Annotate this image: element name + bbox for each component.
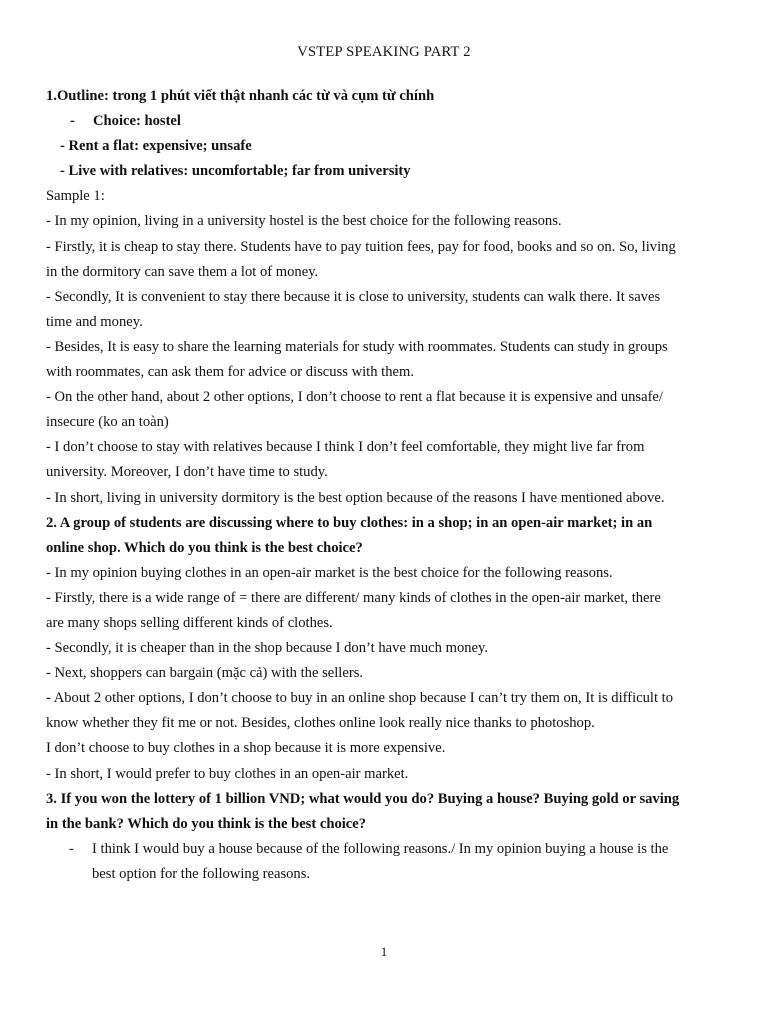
sample1-line: - In short, living in university dormitory is the best option because of the reasons I have mentioned above.: [46, 489, 665, 506]
sample1-line: in the dormitory can save them a lot of money.: [46, 263, 319, 280]
page-title: VSTEP SPEAKING PART 2: [297, 44, 471, 60]
sample1-line: - On the other hand, about 2 other options, I don’t choose to rent a flat because it is expensive and unsafe/: [46, 389, 663, 406]
page-number: 1: [380, 944, 388, 959]
sample-label: Sample 1:: [46, 188, 105, 205]
question-2-line: 2. A group of students are discussing where to buy clothes: in a shop; in an open-air market; in an: [46, 514, 653, 531]
question-2-line: online shop. Which do you think is the best choice?: [46, 539, 363, 556]
sample1-line: time and money.: [46, 313, 143, 330]
answer-3-line: best option for the following reasons.: [92, 865, 311, 882]
answer-2-line: - In short, I would prefer to buy clothes in an open-air market.: [46, 765, 409, 782]
answer-2-line: know whether they fit me or not. Besides, clothes online look really nice thanks to photoshop.: [46, 715, 595, 732]
outline-choice-text: Choice: hostel: [93, 113, 181, 130]
answer-2-line: - About 2 other options, I don’t choose to buy in an online shop because I can’t try them on, It is difficult to: [46, 690, 674, 707]
answer-3-line: I think I would buy a house because of the following reasons./ In my opinion buying a house is the: [92, 840, 669, 857]
answer-2-line: - Next, shoppers can bargain (mặc cả) with the sellers.: [46, 665, 364, 682]
answer-3-bullet: [46, 837, 726, 887]
sample1-line: - I don’t choose to stay with relatives because I think I don’t feel comfortable, they might live far from: [46, 439, 645, 456]
outline-relatives: - Live with relatives: uncomfortable; far from university: [60, 163, 411, 180]
sample1-line: - Secondly, It is convenient to stay there because it is close to university, students can walk there. It saves: [46, 288, 661, 305]
answer-3-dash: -: [69, 840, 74, 857]
question-3-line: 3. If you won the lottery of 1 billion VND; what would you do? Buying a house? Buying gold or saving: [46, 790, 680, 807]
sample1-line: insecure (ko an toàn): [46, 414, 169, 431]
answer-2-line: - In my opinion buying clothes in an open-air market is the best choice for the following reasons.: [46, 564, 613, 581]
outline-rent-flat: - Rent a flat: expensive; unsafe: [60, 138, 252, 155]
question-3-line: in the bank? Which do you think is the best choice?: [46, 815, 367, 832]
outline-choice-dash: -: [70, 113, 75, 130]
answer-2-line: - Secondly, it is cheaper than in the shop because I don’t have much money.: [46, 640, 489, 657]
sample1-line: - Firstly, it is cheap to stay there. Students have to pay tuition fees, pay for food, books and so on. So, living: [46, 238, 676, 255]
answer-2-line: I don’t choose to buy clothes in a shop because it is more expensive.: [46, 740, 446, 757]
sample1-line: with roommates, can ask them for advice or discuss with them.: [46, 364, 415, 381]
sample1-line: - In my opinion, living in a university hostel is the best choice for the following reasons.: [46, 213, 562, 230]
answer-2-line: are many shops selling different kinds of clothes.: [46, 614, 333, 631]
outline-choice: [46, 109, 726, 134]
outline-heading: 1.Outline: trong 1 phút viết thật nhanh các từ và cụm từ chính: [46, 88, 435, 104]
answer-2-line: - Firstly, there is a wide range of = there are different/ many kinds of clothes in the open-air market, there: [46, 589, 661, 606]
sample1-line: university. Moreover, I don’t have time to study.: [46, 464, 328, 481]
document-body: [46, 84, 726, 887]
sample1-line: - Besides, It is easy to share the learning materials for study with roommates. Students can study in groups: [46, 338, 668, 355]
